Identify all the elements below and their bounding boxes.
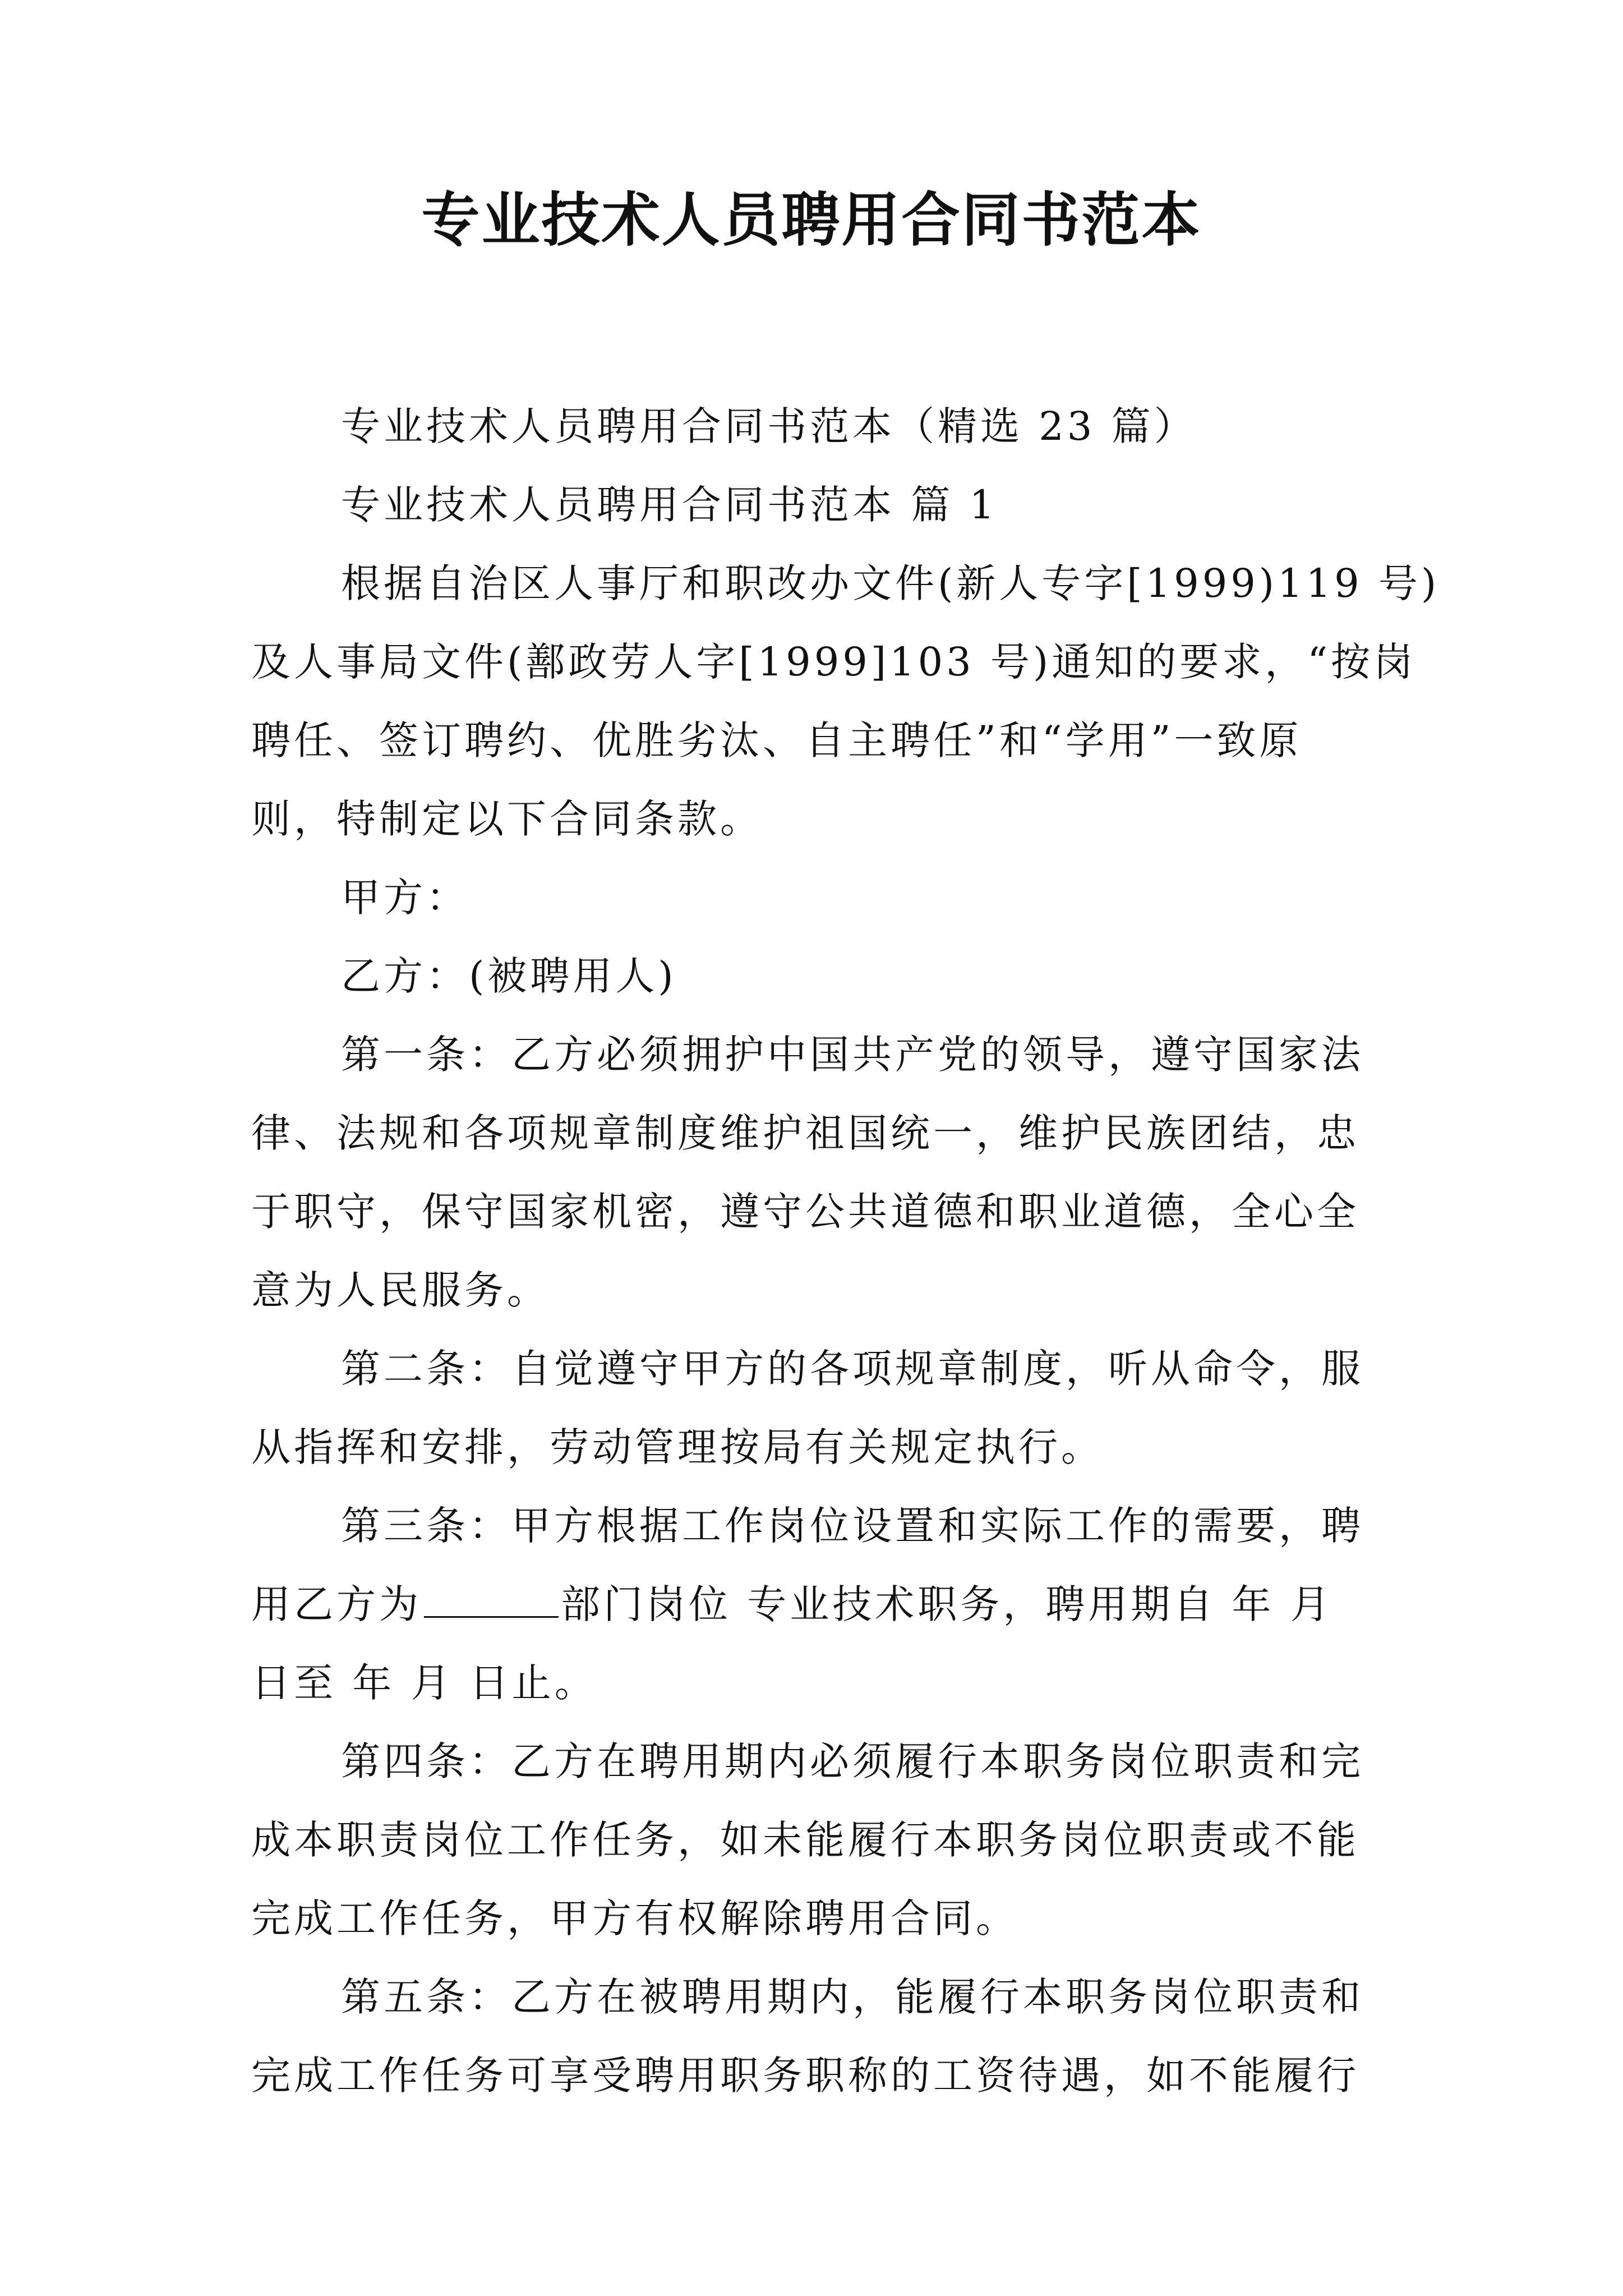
article3-line-1: 第三条：甲方根据工作岗位设置和实际工作的需要，聘 [341,1503,1364,1549]
party-a-line: 甲方： [341,875,469,921]
article2-line-2: 从指挥和安排，劳动管理按局有关规定执行。 [251,1424,1104,1470]
article1-line-4: 意为人民服务。 [251,1267,550,1313]
article3-line-2-start: 用乙方为 [251,1581,422,1627]
article4-line-1: 第四条：乙方在聘用期内必须履行本职务岗位职责和完 [341,1738,1364,1784]
article4-line-3: 完成工作任务，甲方有权解除聘用合同。 [251,1895,1018,1941]
intro-line-1: 根据自治区人事厅和职改办文件(新人专字[1999)119 号) [341,560,1440,606]
article1-line-2: 律、法规和各项规章制度维护祖国统一，维护民族团结，忠 [251,1110,1359,1156]
article1-line-1: 第一条：乙方必须拥护中国共产党的领导，遵守国家法 [341,1032,1364,1078]
document-body [251,387,1440,2115]
article5-line-1: 第五条：乙方在被聘用期内，能履行本职务岗位职责和 [341,1974,1364,2020]
document-title: 专业技术人员聘用合同书范本 [421,185,1202,254]
intro-line-3: 聘任、签订聘约、优胜劣汰、自主聘任”和“学用”一致原 [251,717,1302,763]
party-b-line: 乙方：(被聘用人) [341,953,677,999]
article1-line-3: 于职守，保守国家机密，遵守公共道德和职业道德，全心全 [251,1189,1359,1235]
article4-line-2: 成本职责岗位工作任务，如未能履行本职务岗位职责或不能 [251,1817,1359,1863]
article5-line-2: 完成工作任务可享受聘用职务职称的工资待遇，如不能履行 [251,2053,1359,2099]
article3-line-2 [251,1565,1390,1644]
article3-line-2-end: 部门岗位 专业技术职务，聘用期自 年 月 [561,1581,1333,1627]
article3-line-3: 日至 年 月 日止。 [251,1660,597,1706]
intro-line-2: 及人事局文件(鄯政劳人字[1999]103 号)通知的要求，“按岗 [251,639,1417,685]
article2-line-1: 第二条：自觉遵守甲方的各项规章制度，听从命令，服 [341,1346,1364,1392]
intro-line-4: 则，特制定以下合同条款。 [251,796,763,842]
section-heading: 专业技术人员聘用合同书范本 篇 1 [341,482,998,528]
subtitle-line: 专业技术人员聘用合同书范本（精选 23 篇） [341,403,1197,449]
fill-in-blank [424,1581,559,1618]
